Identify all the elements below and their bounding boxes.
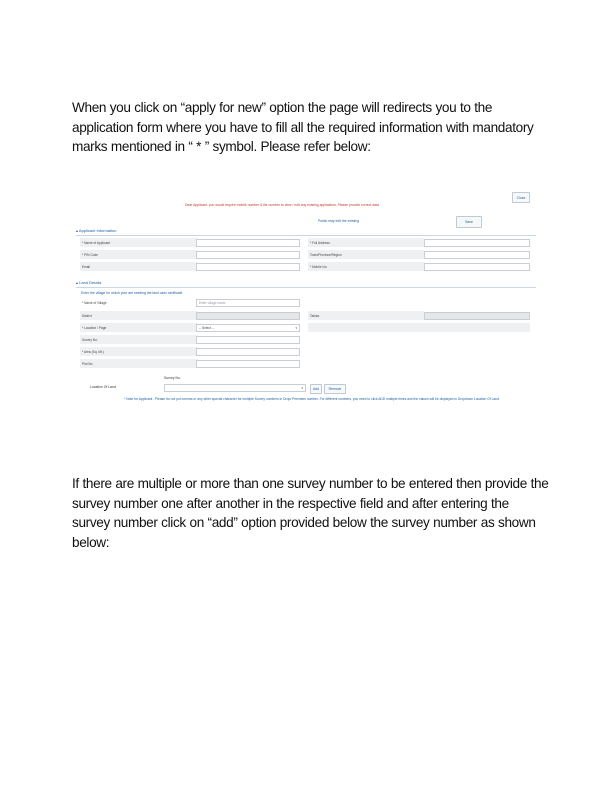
intro-paragraph: When you click on “apply for new” option the page will redirects you to the application form where you have to fill all the required information with mandatory marks mentioned in “ * ” symbol. Please refer below:: [72, 100, 534, 155]
survey-no-label: Survey No.: [80, 335, 198, 344]
applicant-note: * Note for Applicant : Please do not put comma or any other special character for multiple Survey numbers in Drop/ Premises number. For different numbers, you need to click ADD multiple times and the values will be displayed in Dropdown Location Of Land.: [124, 397, 500, 401]
mobile-label: * Mobile No.: [308, 262, 424, 271]
email-input[interactable]: [196, 263, 300, 271]
location-row-bg: [308, 323, 530, 332]
remove-button[interactable]: Remove: [324, 384, 346, 394]
close-button[interactable]: Close: [512, 192, 530, 203]
land-section-title: Land Details: [79, 280, 102, 285]
mobile-input[interactable]: [424, 263, 530, 271]
chevron-down-icon: ▾: [301, 386, 303, 390]
full-address-label: * Full Address: [308, 238, 424, 247]
applicant-section-header: ▴ Applicant Information: [76, 228, 117, 233]
section-divider: [76, 235, 536, 236]
pin-code-label: * PIN Code: [80, 250, 198, 259]
survey-no-input[interactable]: [196, 336, 300, 344]
taluka-label: Taluka: [308, 311, 424, 320]
survey-nos-label: Survey No.: [164, 376, 181, 380]
email-label: Email: [80, 262, 198, 271]
survey-instructions-paragraph: If there are multiple or more than one survey number to be entered then provide the survey number one after another in the respective field and after entering the survey number click on “add” option provided below the survey number as shown below:: [72, 476, 549, 550]
plot-no-input[interactable]: [196, 360, 300, 368]
land-section-header: ▴ Land Details: [76, 280, 102, 285]
location-select-value: -- Select --: [199, 326, 214, 330]
applicant-name-input[interactable]: [196, 239, 300, 247]
pin-code-input[interactable]: [196, 251, 300, 259]
applicant-section-title: Applicant Information: [78, 228, 117, 233]
location-of-land-label: Location Of Land: [90, 385, 116, 389]
area-label: * Area (Sq. Mt.): [80, 347, 198, 356]
area-input[interactable]: [196, 348, 300, 356]
add-button[interactable]: Add: [310, 384, 322, 394]
location-label: * Location / Page: [80, 323, 198, 332]
application-form-screenshot: [72, 186, 540, 426]
district-input: [196, 312, 300, 320]
town-input[interactable]: [424, 251, 530, 259]
village-label: * Name of Village: [80, 298, 198, 307]
land-hint: Enter the village for which your are seeking the land uses certificate: [81, 291, 183, 295]
taluka-input: [424, 312, 530, 320]
district-label: District: [80, 311, 198, 320]
save-button[interactable]: Save: [456, 216, 482, 228]
applicant-name-label: * Name of Applicant: [80, 238, 198, 247]
village-input[interactable]: Enter village name: [196, 299, 300, 307]
town-label: Town/Province/Region: [308, 250, 424, 259]
location-of-land-select[interactable]: [164, 384, 306, 392]
applicant-notice: Dear Applicant, you would require mobile number & file number to view / edit any existing application. Please provide correct data: [185, 203, 379, 207]
location-select[interactable]: [196, 324, 300, 332]
plot-no-label: Plot No.: [80, 359, 198, 368]
full-address-input[interactable]: [424, 239, 530, 247]
edit-existing-link[interactable]: Public may edit the existing: [318, 219, 360, 223]
section-divider: [76, 287, 536, 288]
chevron-down-icon: ▾: [295, 326, 297, 330]
